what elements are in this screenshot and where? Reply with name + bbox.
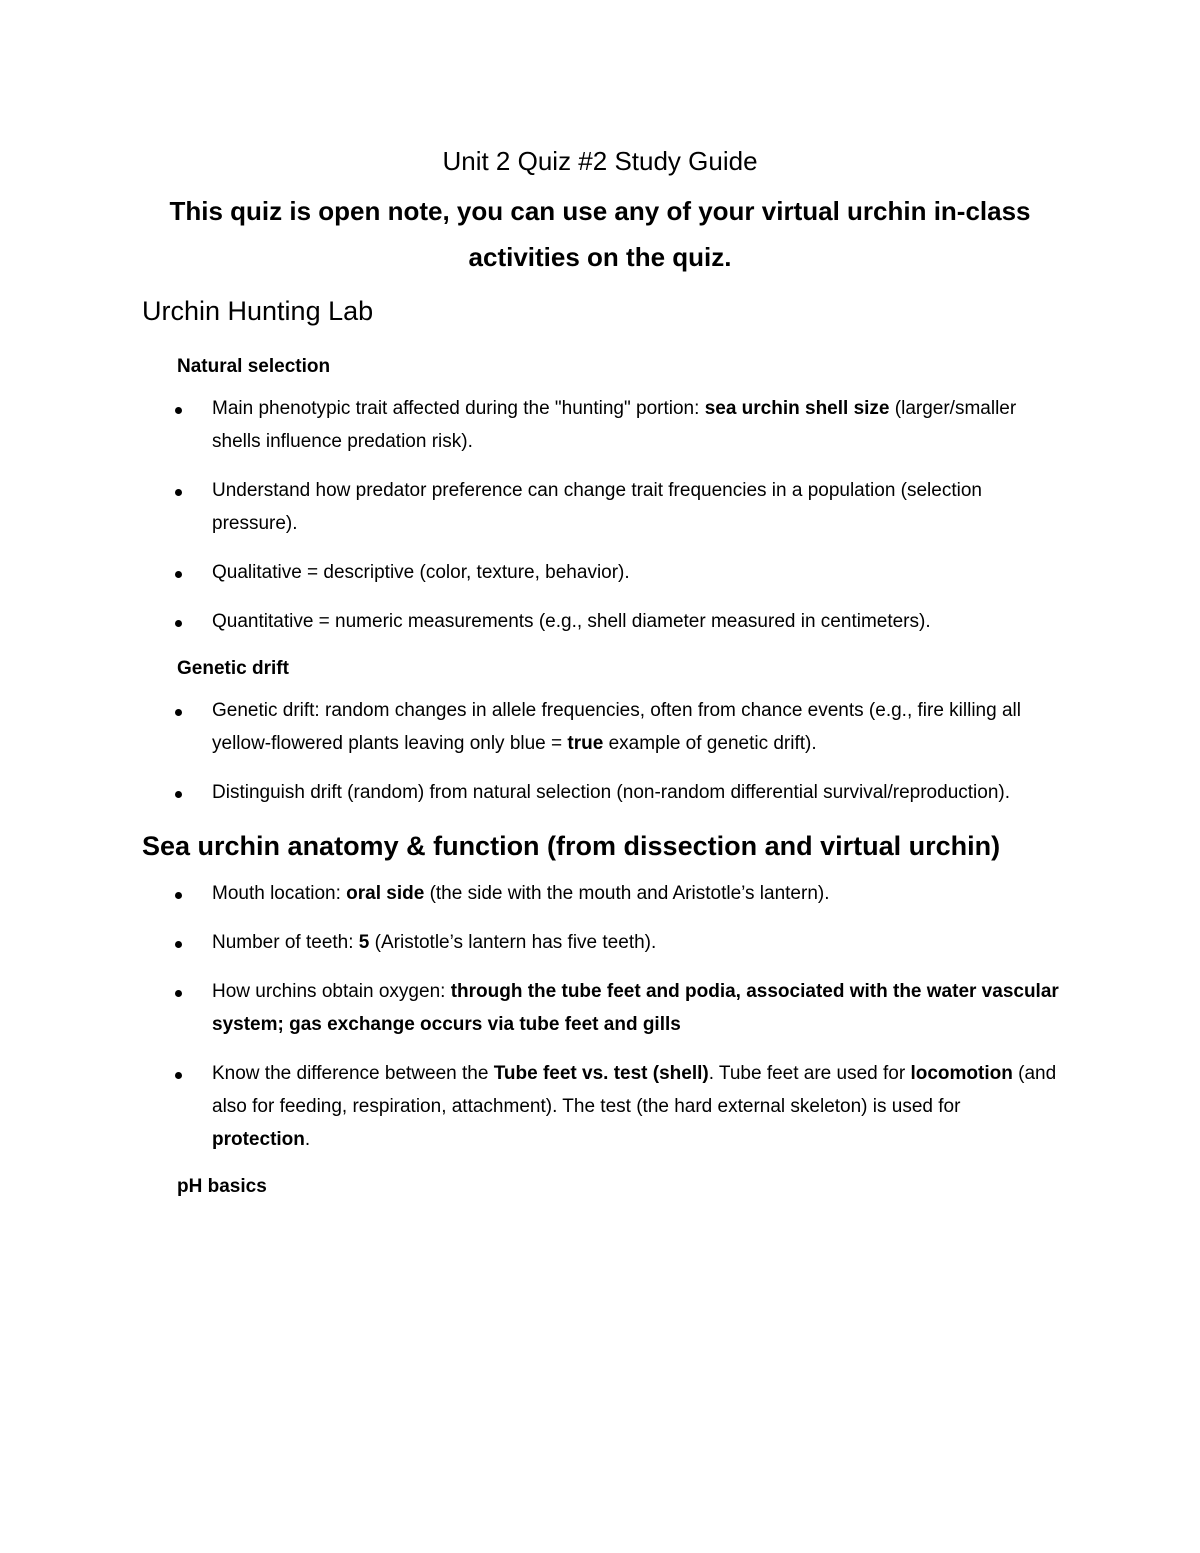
bullet-text-bold: locomotion <box>910 1063 1013 1084</box>
list-item <box>142 556 1062 589</box>
list-item <box>142 474 1062 540</box>
bullet-text: (and also for feeding, respiration, attachment). The test (the hard external skeleton) is used for <box>212 1063 1057 1117</box>
section-heading-anatomy: Sea urchin anatomy & function (from dissection and virtual urchin) <box>142 831 1001 861</box>
list-item <box>142 1057 1062 1156</box>
subheading-ph-basics: pH basics <box>177 1176 267 1197</box>
bullet-icon <box>175 489 182 496</box>
document-subtitle: This quiz is open note, you can use any of your virtual urchin in-class activities on the quiz. <box>169 196 1031 272</box>
bullet-text: Qualitative = descriptive (color, texture, behavior). <box>212 562 630 583</box>
list-item <box>142 392 1062 458</box>
list-item <box>142 877 1062 910</box>
bullet-icon <box>175 941 182 948</box>
bullet-icon <box>175 892 182 899</box>
bullet-text: Know the difference between the <box>212 1063 494 1084</box>
bullet-icon <box>175 709 182 716</box>
bullet-text: . Tube feet are used for <box>708 1063 911 1084</box>
bullet-text-bold: through the tube feet and podia, associated with the water vascular system; gas exchange occurs via tube feet and gills <box>212 981 1059 1035</box>
bullet-text: . <box>304 1129 311 1150</box>
bullet-text: Distinguish drift (random) from natural selection (non-random differential survival/reproduction). <box>212 782 1010 803</box>
list-item <box>142 776 1062 809</box>
bullet-text: (Aristotle’s lantern has five teeth). <box>369 932 657 953</box>
document-title: Unit 2 Quiz #2 Study Guide <box>442 146 758 176</box>
bullet-text: example of genetic drift). <box>603 733 817 754</box>
bullet-text-bold: oral side <box>346 883 425 904</box>
bullet-text-bold: 5 <box>358 932 370 953</box>
bullet-text-bold: true <box>567 733 604 754</box>
bullet-icon <box>175 407 182 414</box>
bullet-icon <box>175 791 182 798</box>
document-content <box>142 136 1062 1202</box>
bullet-text: (the side with the mouth and Aristotle’s lantern). <box>424 883 830 904</box>
list-item <box>142 605 1062 638</box>
natural-selection-list <box>142 392 1062 638</box>
list-item <box>142 975 1062 1041</box>
bullet-text: Understand how predator preference can change trait frequencies in a population (selection pressure). <box>212 480 982 534</box>
bullet-text-bold: sea urchin shell size <box>704 398 890 419</box>
bullet-text: Mouth location: <box>212 883 347 904</box>
anatomy-list <box>142 877 1062 1156</box>
list-item <box>142 926 1062 959</box>
bullet-text: Quantitative = numeric measurements (e.g., shell diameter measured in centimeters). <box>212 611 931 632</box>
section-heading-urchin-hunting-lab: Urchin Hunting Lab <box>142 296 374 326</box>
bullet-text-bold: Tube feet vs. test (shell) <box>493 1063 709 1084</box>
bullet-text-bold: protection <box>212 1129 305 1150</box>
bullet-icon <box>175 990 182 997</box>
subheading-genetic-drift: Genetic drift <box>177 658 289 679</box>
bullet-icon <box>175 1072 182 1079</box>
subheading-natural-selection: Natural selection <box>177 356 331 377</box>
list-item <box>142 694 1062 760</box>
bullet-text: Genetic drift: random changes in allele frequencies, often from chance events (e.g., fire killing all yellow-flowered plants leaving only blue = <box>212 700 1021 754</box>
bullet-text: (larger/smaller shells influence predation risk). <box>212 398 1017 452</box>
bullet-text: How urchins obtain oxygen: <box>212 981 451 1002</box>
bullet-icon <box>175 571 182 578</box>
bullet-icon <box>175 620 182 627</box>
bullet-text: Number of teeth: <box>212 932 359 953</box>
bullet-text: Main phenotypic trait affected during the "hunting" portion: <box>212 398 705 419</box>
genetic-drift-list <box>142 694 1062 809</box>
